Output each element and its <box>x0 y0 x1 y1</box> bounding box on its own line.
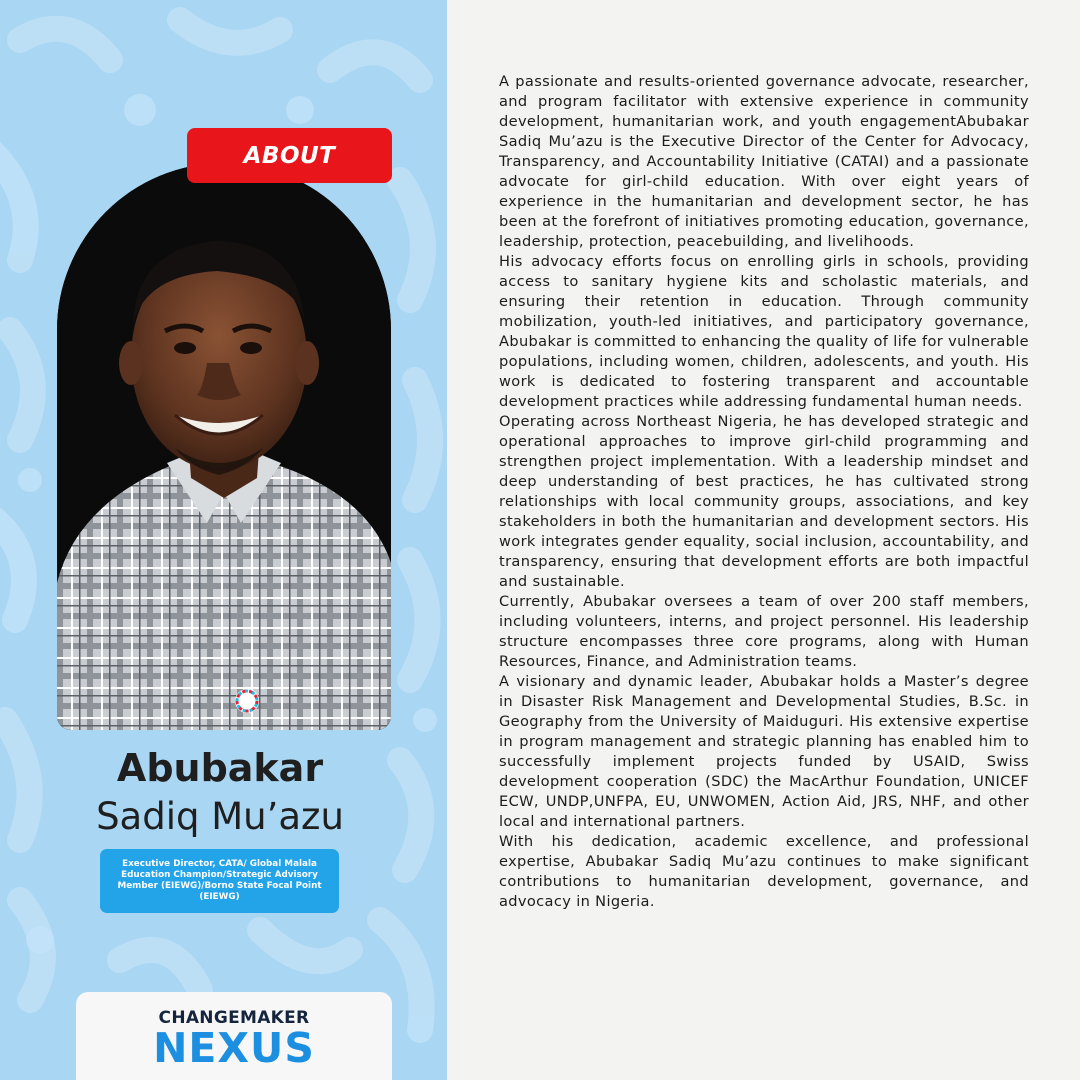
bio-paragraph: His advocacy efforts focus on enrolling girls in schools, providing access to sanitary hygiene kits and scholastic materials, and ensuring their retention in education. Through community mobilization, youth-led initiatives, and participatory governance, Abubakar is committed to enhancing the quality of life for vulnerable populations, including women, children, adolescents, and youth. His work is dedicated to fostering transparent and accountable development practices while addressing fundamental human needs. <box>499 253 1029 410</box>
person-title-badge <box>100 849 339 913</box>
logo-text-nexus: NEXUS <box>153 1024 315 1072</box>
left-panel <box>0 0 447 1080</box>
biography-text <box>499 72 1029 912</box>
person-last-name: Sadiq Mu’azu <box>96 795 344 838</box>
sdg-pin-icon <box>235 689 259 713</box>
bio-paragraph: A passionate and results-oriented governance advocate, researcher, and program facilitator with extensive experience in community development, humanitarian work, and youth engagementAbubakar Sadiq Mu’azu is the Executive Director of the Center for Advocacy, Transparency, and Accountability Initiative (CATAI) and a passionate advocate for girl-child education. With over eight years of experience in the humanitarian and development sector, he has been at the forefront of initiatives promoting education, governance, leadership, protection, peacebuilding, and livelihoods. <box>499 73 1029 250</box>
brand-logo-card <box>76 992 392 1080</box>
logo-text-changemaker: CHANGEMAKER <box>158 1008 310 1028</box>
bio-paragraph: With his dedication, academic excellence, and professional expertise, Abubakar Sadiq Mu’azu continues to make significant contributions to humanitarian development, governance, and advocacy in Nigeria. <box>499 833 1029 910</box>
portrait-illustration <box>57 163 391 730</box>
profile-portrait <box>57 163 391 730</box>
person-title-text: Executive Director, CATA/ Global Malala Education Champion/Strategic Advisory Member (EIEWG)/Borno State Focal Point (EIEWG) <box>117 859 322 902</box>
bio-paragraph: Currently, Abubakar oversees a team of over 200 staff members, including volunteers, interns, and project personnel. His leadership structure encompasses three core programs, along with Human Resources, Finance, and Administration teams. <box>499 593 1029 670</box>
bio-paragraph: Operating across Northeast Nigeria, he has developed strategic and operational approaches to improve girl-child programming and strengthen project implementation. With a leadership mindset and deep understanding of best practices, he has cultivated strong relationships with local community groups, associations, and key stakeholders in both the humanitarian and development sectors. His work integrates gender equality, social inclusion, accountability, and transparency, ensuring that development efforts are both impactful and sustainable. <box>499 413 1029 590</box>
bio-paragraph: A visionary and dynamic leader, Abubakar holds a Master’s degree in Disaster Risk Management and Developmental Studies, B.Sc. in Geography from the University of Maiduguri. His extensive expertise in program management and strategic planning has enabled him to successfully implement projects funded by USAID, Swiss development cooperation (SDC) the MacArthur Foundation, UNICEF ECW, UNDP,UNFPA, EU, UNWOMEN, Action Aid, JRS, NHF, and other local and international partners. <box>499 673 1029 830</box>
about-badge: ABOUT <box>187 128 392 183</box>
person-first-name: Abubakar <box>116 746 324 790</box>
